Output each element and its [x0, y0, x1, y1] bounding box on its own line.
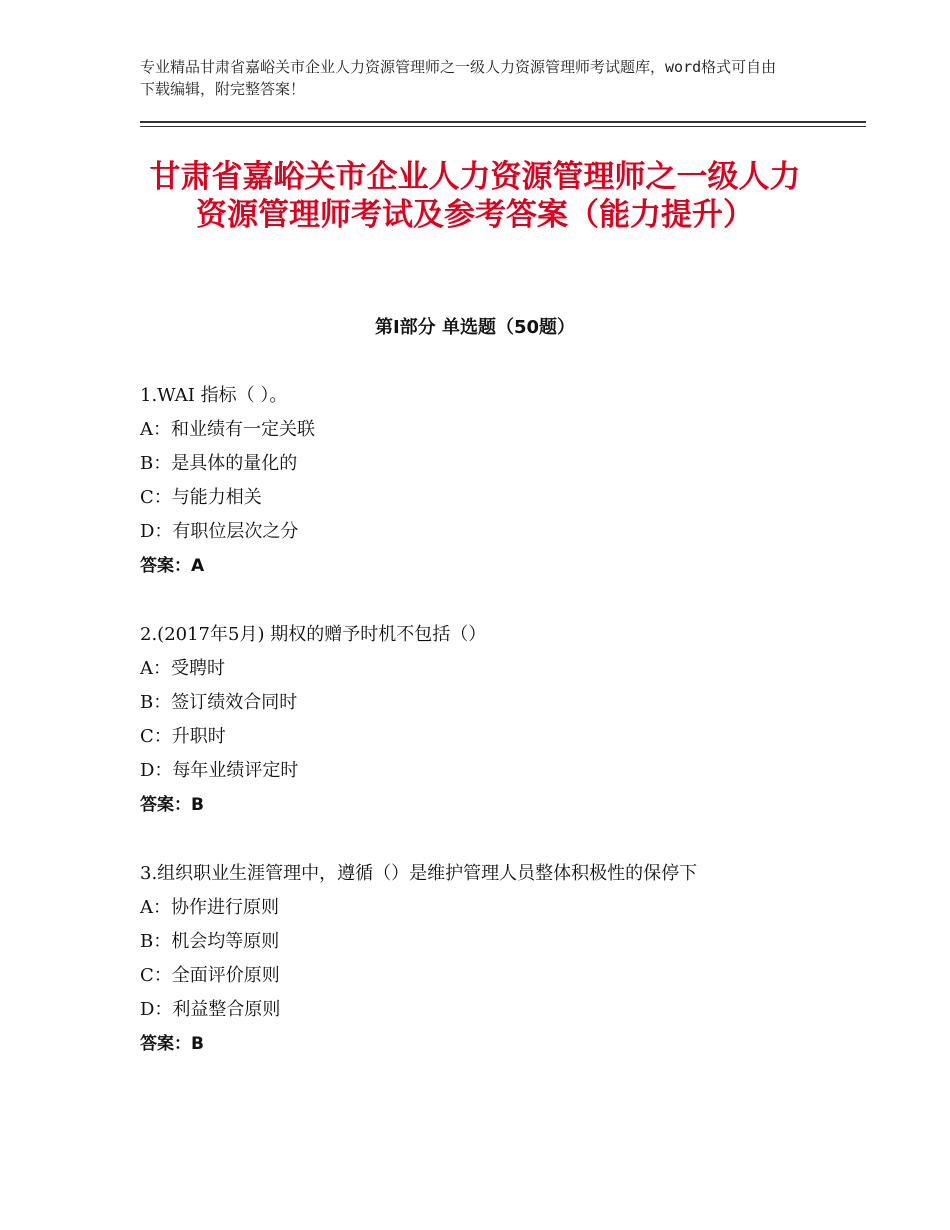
option-c: C：升职时 [140, 726, 226, 747]
header-rule-thin [140, 126, 866, 127]
option-a: A：和业绩有一定关联 [140, 419, 315, 440]
option-d: D：有职位层次之分 [140, 521, 299, 542]
question-stem: 1.WAI 指标（ ）。 [140, 385, 288, 406]
question-1 [140, 379, 810, 583]
option-b: B：机会均等原则 [140, 931, 280, 952]
answer: 答案：B [140, 795, 204, 815]
answer: 答案：B [140, 1034, 204, 1054]
option-b: B：签订绩效合同时 [140, 692, 298, 713]
option-b: B：是具体的量化的 [140, 453, 298, 474]
question-stem: 2.(2017年5月) 期权的赠予时机不包括（） [140, 624, 487, 645]
question-3 [140, 857, 810, 1061]
question-stem: 3.组织职业生涯管理中，遵循（）是维护管理人员整体积极性的保停下 [140, 863, 698, 884]
question-2 [140, 618, 810, 822]
option-a: A：协作进行原则 [140, 897, 279, 918]
answer: 答案：A [140, 556, 205, 576]
option-d: D：每年业绩评定时 [140, 760, 299, 781]
header-note: 专业精品甘肃省嘉峪关市企业人力资源管理师之一级人力资源管理师考试题库，word格式可自由下载编辑，附完整答案！ [140, 58, 777, 98]
section-heading: 第Ⅰ部分 单选题（50题） [374, 317, 575, 338]
header-rule-thick [140, 121, 866, 123]
option-a: A：受聘时 [140, 658, 225, 679]
option-c: C：全面评价原则 [140, 965, 280, 986]
option-c: C：与能力相关 [140, 487, 262, 508]
document-title: 甘肃省嘉峪关市企业人力资源管理师之一级人力资源管理师考试及参考答案（能力提升） [149, 159, 801, 233]
option-d: D：利益整合原则 [140, 999, 281, 1020]
